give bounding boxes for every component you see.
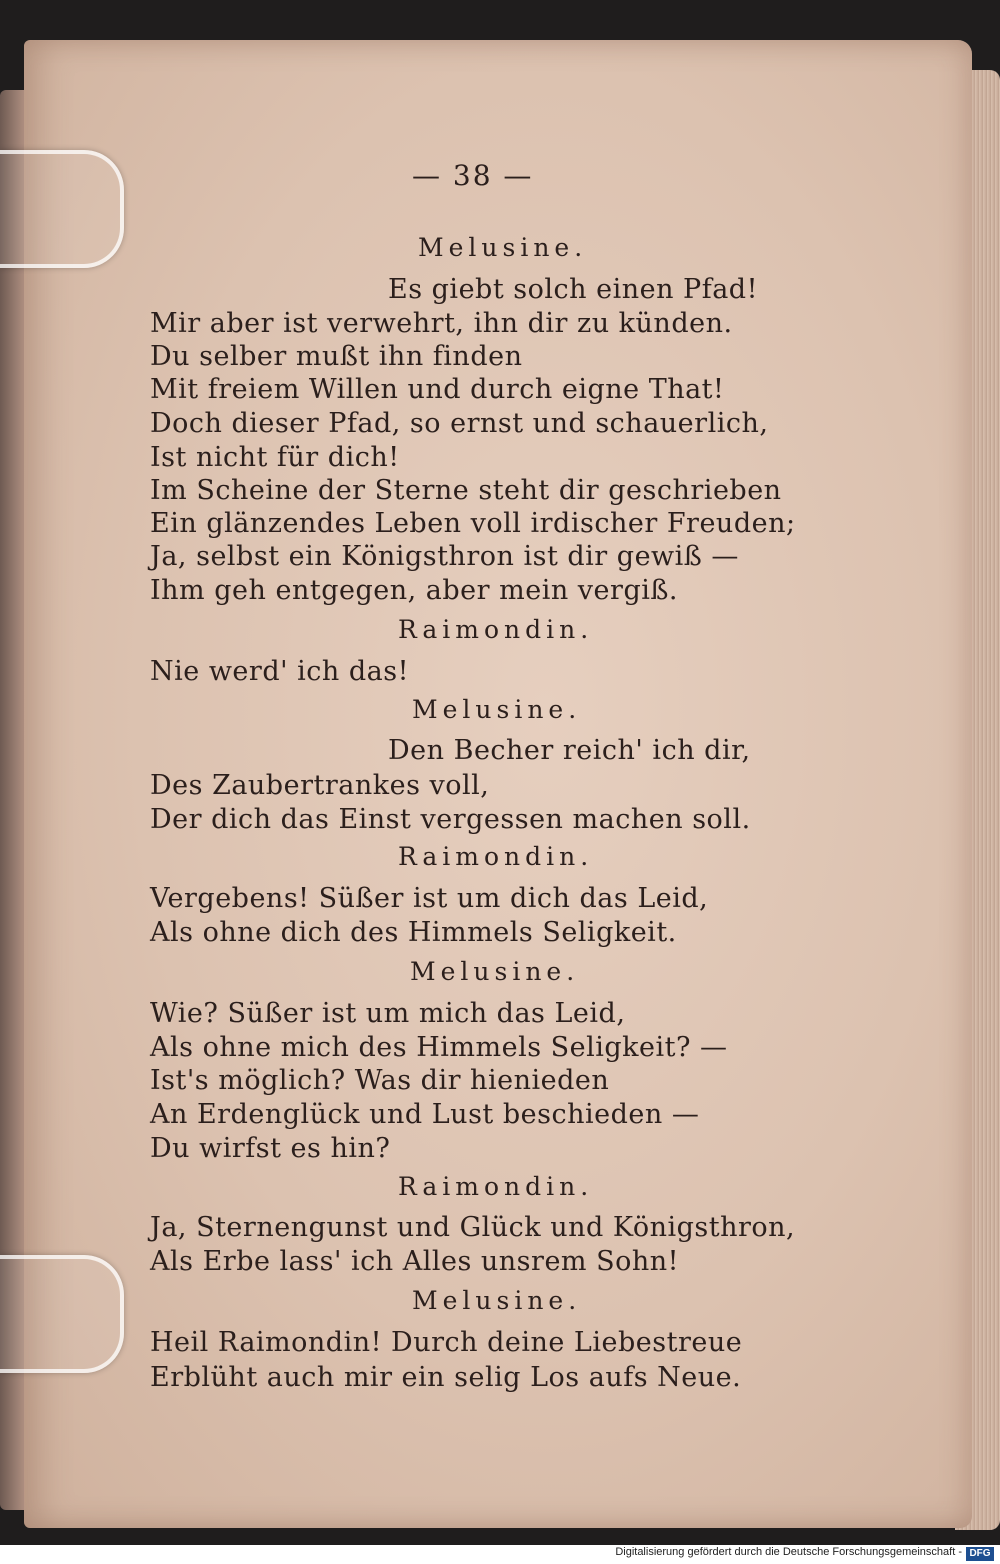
speaker-heading: Melusine. <box>412 1286 582 1315</box>
verse-line: Ja, Sternengunst und Glück und Königsthron, <box>150 1212 796 1243</box>
speaker-heading: Raimondin. <box>398 615 594 644</box>
page-number: — 38 — <box>412 159 534 192</box>
verse-line: Du wirfst es hin? <box>150 1133 391 1164</box>
verse-line: Es giebt solch einen Pfad! <box>388 274 758 305</box>
speaker-heading: Raimondin. <box>398 1172 594 1201</box>
verse-line: Doch dieser Pfad, so ernst und schauerlich, <box>150 408 769 439</box>
verse-line: Des Zaubertrankes voll, <box>150 770 490 801</box>
footer-credit: Digitalisierung gefördert durch die Deutsche Forschungsgemeinschaft - <box>615 1546 962 1558</box>
dfg-logo: DFG <box>966 1547 994 1561</box>
verse-line: Ein glänzendes Leben voll irdischer Freuden; <box>150 508 796 539</box>
verse-line: Du selber mußt ihn finden <box>150 341 523 372</box>
verse-line: Wie? Süßer ist um mich das Leid, <box>150 998 626 1029</box>
verse-line: Ist's möglich? Was dir hienieden <box>150 1065 610 1096</box>
verse-line: Vergebens! Süßer ist um dich das Leid, <box>150 883 709 914</box>
verse-line: Den Becher reich' ich dir, <box>388 735 751 766</box>
page-clip-bottom <box>0 1255 124 1373</box>
verse-line: Als ohne dich des Himmels Seligkeit. <box>150 917 677 948</box>
speaker-heading: Melusine. <box>410 957 580 986</box>
verse-line: Mir aber ist verwehrt, ihn dir zu künden. <box>150 308 733 339</box>
verse-line: Der dich das Einst vergessen machen soll. <box>150 804 751 835</box>
verse-line: Heil Raimondin! Durch deine Liebestreue <box>150 1327 743 1358</box>
page-clip-top <box>0 150 124 268</box>
verse-line: Als ohne mich des Himmels Seligkeit? — <box>150 1032 728 1063</box>
verse-line: Ist nicht für dich! <box>150 442 400 473</box>
speaker-heading: Raimondin. <box>398 842 594 871</box>
speaker-heading: Melusine. <box>418 233 588 262</box>
verse-line: Nie werd' ich das! <box>150 656 409 687</box>
verse-line: Im Scheine der Sterne steht dir geschrieben <box>150 475 782 506</box>
verse-line: An Erdenglück und Lust beschieden — <box>150 1099 700 1130</box>
verse-line: Mit freiem Willen und durch eigne That! <box>150 374 725 405</box>
verse-line: Als Erbe lass' ich Alles unsrem Sohn! <box>150 1246 679 1277</box>
verse-line: Ihm geh entgegen, aber mein vergiß. <box>150 575 678 606</box>
speaker-heading: Melusine. <box>412 695 582 724</box>
verse-line: Erblüht auch mir ein selig Los aufs Neue. <box>150 1362 742 1393</box>
verse-line: Ja, selbst ein Königsthron ist dir gewiß — <box>150 541 739 572</box>
